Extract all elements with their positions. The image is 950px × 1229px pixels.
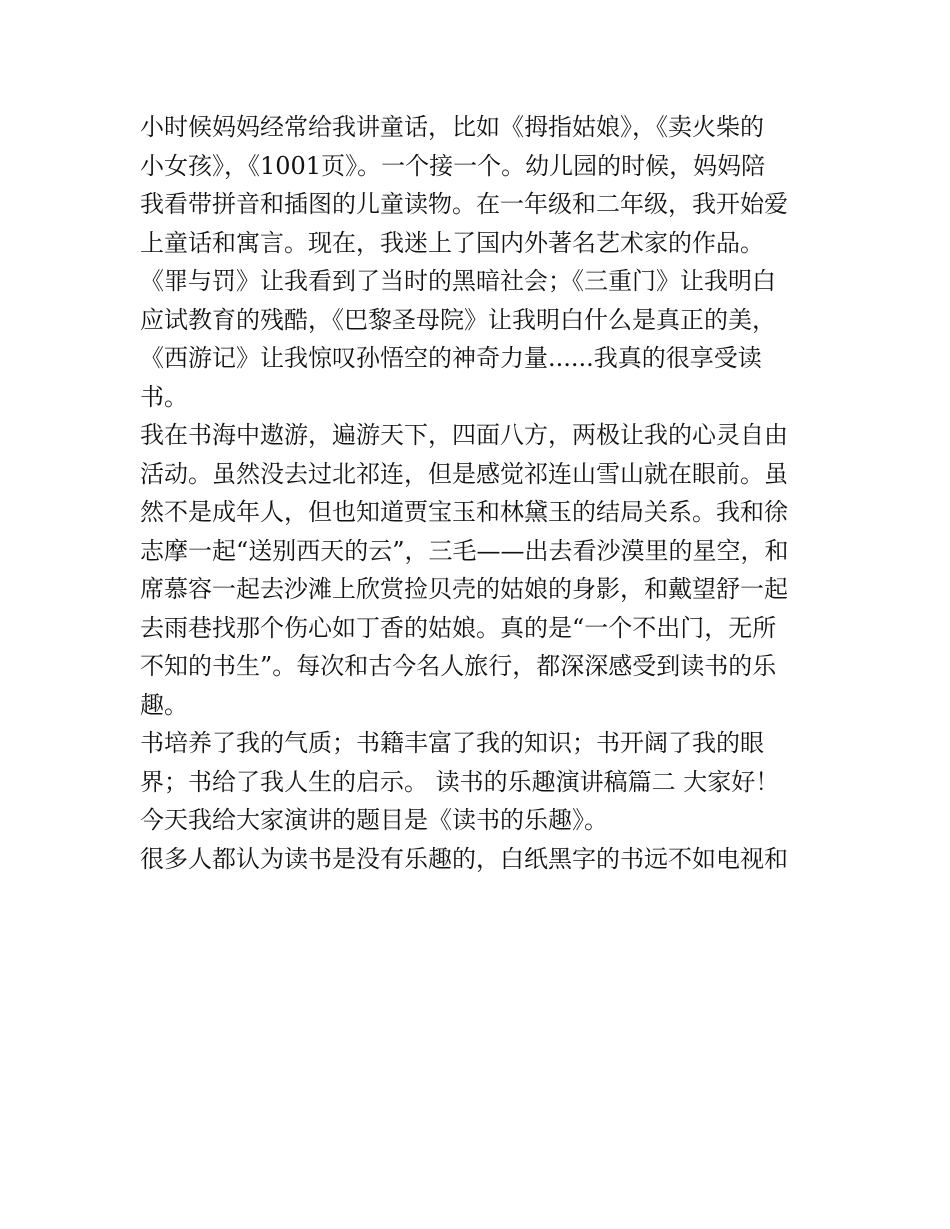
text-line: 书。 — [140, 382, 188, 411]
text-line: 很多人都认为读书是没有乐趣的，白纸黑字的书远不如电视和 — [140, 844, 788, 873]
text-line: 然不是成年人，但也知道贾宝玉和林黛玉的结局关系。我和徐 — [140, 498, 788, 526]
text-line: 去雨巷找那个伤心如丁香的姑娘。真的是“一个不出门，无所 — [140, 613, 777, 642]
text-line: 今天我给大家演讲的题目是《读书的乐趣》。 — [140, 806, 608, 834]
document-body — [140, 108, 830, 878]
paragraph-4 — [140, 840, 830, 879]
text-line: 界；书给了我人生的启示。 读书的乐趣演讲稿篇二 大家好！ — [140, 767, 780, 796]
paragraph-2 — [140, 416, 830, 724]
text-line: 《罪与罚》让我看到了当时的黑暗社会；《三重门》让我明白 — [140, 267, 776, 295]
text-line: 活动。虽然没去过北祁连，但是感觉祁连山雪山就在眼前。虽 — [140, 459, 788, 488]
text-line: 应试教育的残酷，《巴黎圣母院》让我明白什么是真正的美， — [140, 305, 776, 334]
text-line: 《西游记》让我惊叹孙悟空的神奇力量......我真的很享受读 — [140, 344, 762, 372]
text-line: 志摩一起“送别西天的云”，三毛——出去看沙漠里的星空，和 — [140, 536, 789, 565]
text-line: 趣。 — [140, 690, 188, 719]
paragraph-3 — [140, 724, 830, 840]
text-line: 不知的书生”。每次和古今名人旅行，都深深感受到读书的乐 — [140, 652, 777, 680]
text-line: 小女孩》，《1001页》。一个接一个。幼儿园的时候，妈妈陪 — [140, 151, 766, 180]
text-line: 我看带拼音和插图的儿童读物。在一年级和二年级，我开始爱 — [140, 190, 788, 218]
text-line: 席慕容一起去沙滩上欣赏捡贝壳的姑娘的身影，和戴望舒一起 — [140, 575, 788, 603]
paragraph-1 — [140, 108, 830, 416]
text-line: 小时候妈妈经常给我讲童话，比如《拇指姑娘》，《卖火柴的 — [140, 113, 764, 141]
text-line: 书培养了我的气质；书籍丰富了我的知识；书开阔了我的眼 — [140, 729, 764, 757]
text-line: 上童话和寓言。现在，我迷上了国内外著名艺术家的作品。 — [140, 228, 764, 257]
text-line: 我在书海中遨游，遍游天下，四面八方，两极让我的心灵自由 — [140, 421, 788, 449]
